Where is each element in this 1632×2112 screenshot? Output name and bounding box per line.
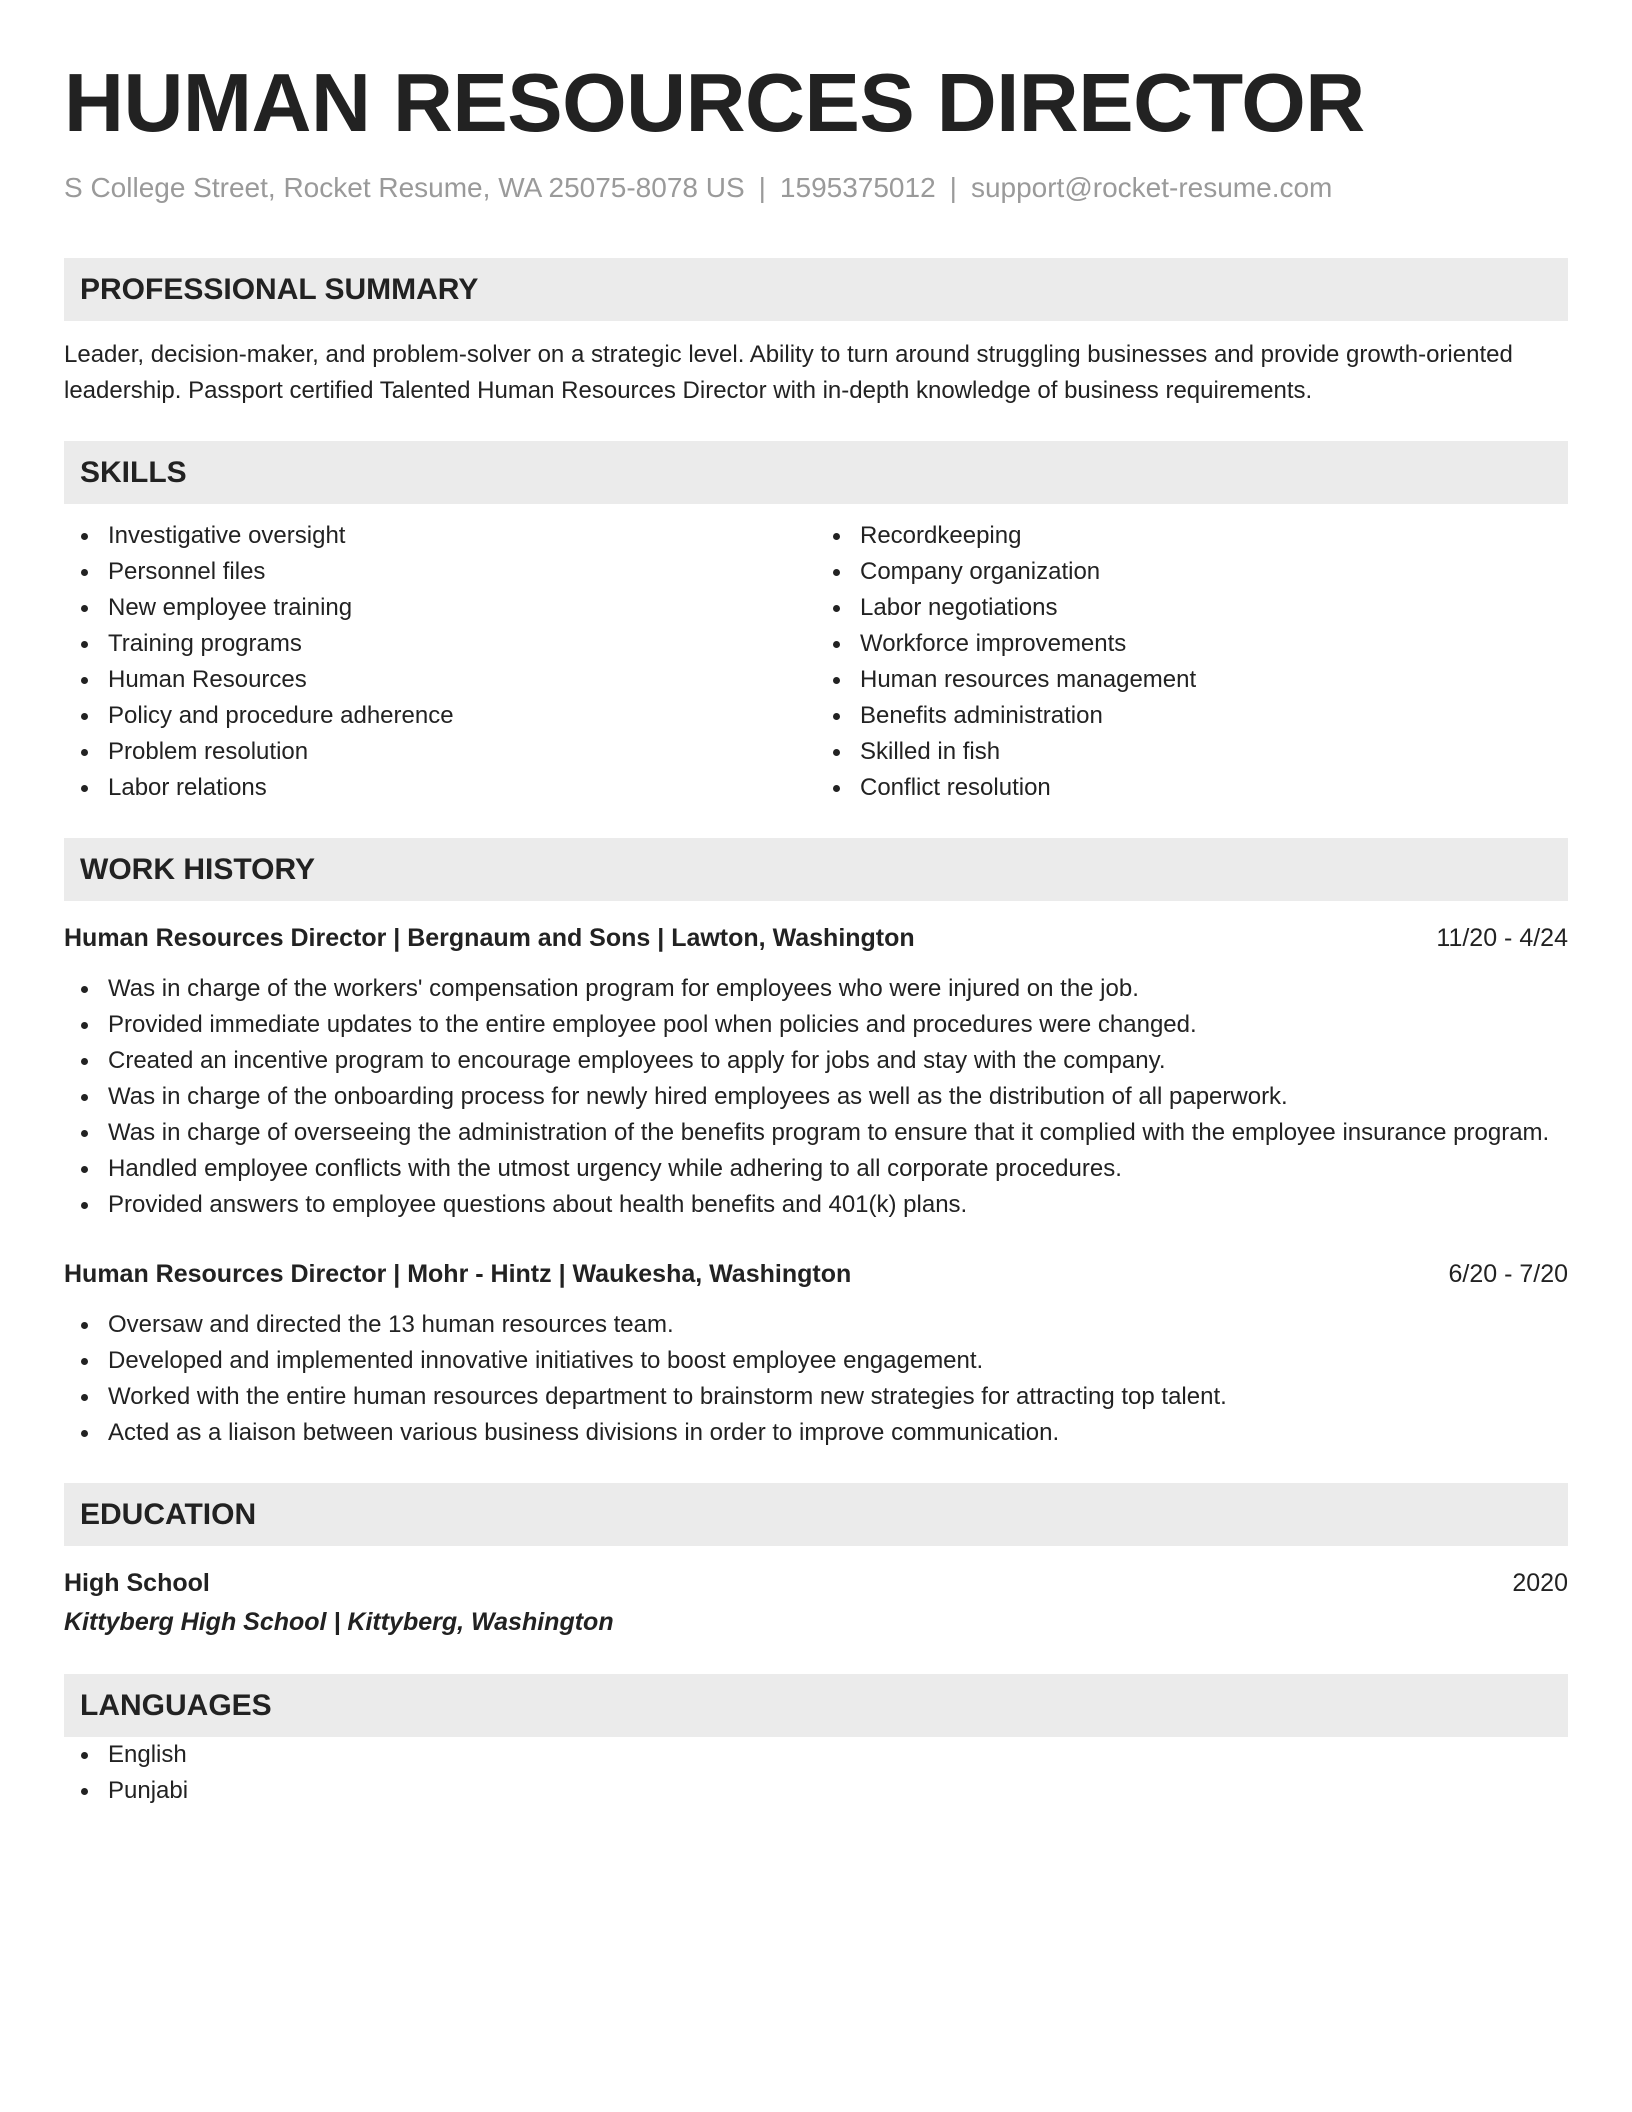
skill-item: Investigative oversight xyxy=(64,518,816,554)
skill-item: Recordkeeping xyxy=(816,518,1568,554)
job-header xyxy=(64,919,1568,957)
job-bullet: Was in charge of the onboarding process for newly hired employees as well as the distribution of all paperwork. xyxy=(64,1079,1568,1115)
skill-item: Human resources management xyxy=(816,662,1568,698)
languages-list xyxy=(64,1737,1568,1809)
job-bullet: Acted as a liaison between various business divisions in order to improve communication. xyxy=(64,1415,1568,1451)
section-heading-skills: SKILLS xyxy=(64,441,1568,504)
skill-item: Conflict resolution xyxy=(816,770,1568,806)
contact-line xyxy=(64,170,1568,206)
contact-separator: | xyxy=(949,172,957,203)
job-entry xyxy=(64,919,1568,1223)
job-bullet: Was in charge of overseeing the administration of the benefits program to ensure that it complied with the employee insurance program. xyxy=(64,1115,1568,1151)
education-school: Kittyberg High School | Kittyberg, Washington xyxy=(64,1608,614,1636)
section-heading-education: EDUCATION xyxy=(64,1483,1568,1546)
education-entry xyxy=(64,1564,1568,1642)
summary-text: Leader, decision-maker, and problem-solver on a strategic level. Ability to turn around struggling businesses and provide growth-oriented leadership. Passport certified Talented Human Resources Director with in-depth knowledge of business requirements. xyxy=(64,341,1513,404)
job-header xyxy=(64,1255,1568,1293)
job-bullet: Created an incentive program to encourage employees to apply for jobs and stay with the company. xyxy=(64,1043,1568,1079)
job-dates: 11/20 - 4/24 xyxy=(1436,924,1568,952)
skill-item: Benefits administration xyxy=(816,698,1568,734)
skill-item: New employee training xyxy=(64,590,816,626)
job-entry xyxy=(64,1255,1568,1451)
contact-separator: | xyxy=(758,172,766,203)
skill-item: Personnel files xyxy=(64,554,816,590)
education-degree: High School xyxy=(64,1569,210,1597)
job-bullets xyxy=(64,971,1568,1223)
section-heading-languages: LANGUAGES xyxy=(64,1674,1568,1737)
skill-item: Company organization xyxy=(816,554,1568,590)
candidate-name: HUMAN RESOURCES DIRECTOR xyxy=(64,56,1365,149)
section-heading-summary: PROFESSIONAL SUMMARY xyxy=(64,258,1568,321)
job-dates: 6/20 - 7/20 xyxy=(1448,1260,1568,1288)
contact-phone: 1595375012 xyxy=(779,172,936,203)
skill-item: Problem resolution xyxy=(64,734,816,770)
skills-column-left xyxy=(64,518,816,806)
job-title: Human Resources Director | Bergnaum and Sons | Lawton, Washington xyxy=(64,924,915,952)
skill-item: Labor negotiations xyxy=(816,590,1568,626)
job-bullet: Provided immediate updates to the entire employee pool when policies and procedures were changed. xyxy=(64,1007,1568,1043)
education-header xyxy=(64,1564,1568,1602)
job-bullet: Handled employee conflicts with the utmost urgency while adhering to all corporate procedures. xyxy=(64,1151,1568,1187)
skill-item: Human Resources xyxy=(64,662,816,698)
job-bullet: Developed and implemented innovative initiatives to boost employee engagement. xyxy=(64,1343,1568,1379)
job-bullet: Oversaw and directed the 13 human resources team. xyxy=(64,1307,1568,1343)
contact-address: S College Street, Rocket Resume, WA 25075-8078 US xyxy=(64,172,745,203)
skills-column-right xyxy=(816,518,1568,806)
job-title: Human Resources Director | Mohr - Hintz | Waukesha, Washington xyxy=(64,1260,852,1288)
language-item: Punjabi xyxy=(64,1773,1568,1809)
skills-list xyxy=(64,518,1568,806)
education-year: 2020 xyxy=(1512,1569,1568,1597)
skill-item: Skilled in fish xyxy=(816,734,1568,770)
skill-item: Policy and procedure adherence xyxy=(64,698,816,734)
language-item: English xyxy=(64,1737,1568,1773)
skill-item: Training programs xyxy=(64,626,816,662)
job-bullet: Worked with the entire human resources department to brainstorm new strategies for attracting top talent. xyxy=(64,1379,1568,1415)
skill-item: Workforce improvements xyxy=(816,626,1568,662)
skill-item: Labor relations xyxy=(64,770,816,806)
job-bullets xyxy=(64,1307,1568,1451)
section-heading-work-history: WORK HISTORY xyxy=(64,838,1568,901)
contact-email: support@rocket-resume.com xyxy=(970,172,1333,203)
job-bullet: Provided answers to employee questions about health benefits and 401(k) plans. xyxy=(64,1187,1568,1223)
job-bullet: Was in charge of the workers' compensation program for employees who were injured on the job. xyxy=(64,971,1568,1007)
